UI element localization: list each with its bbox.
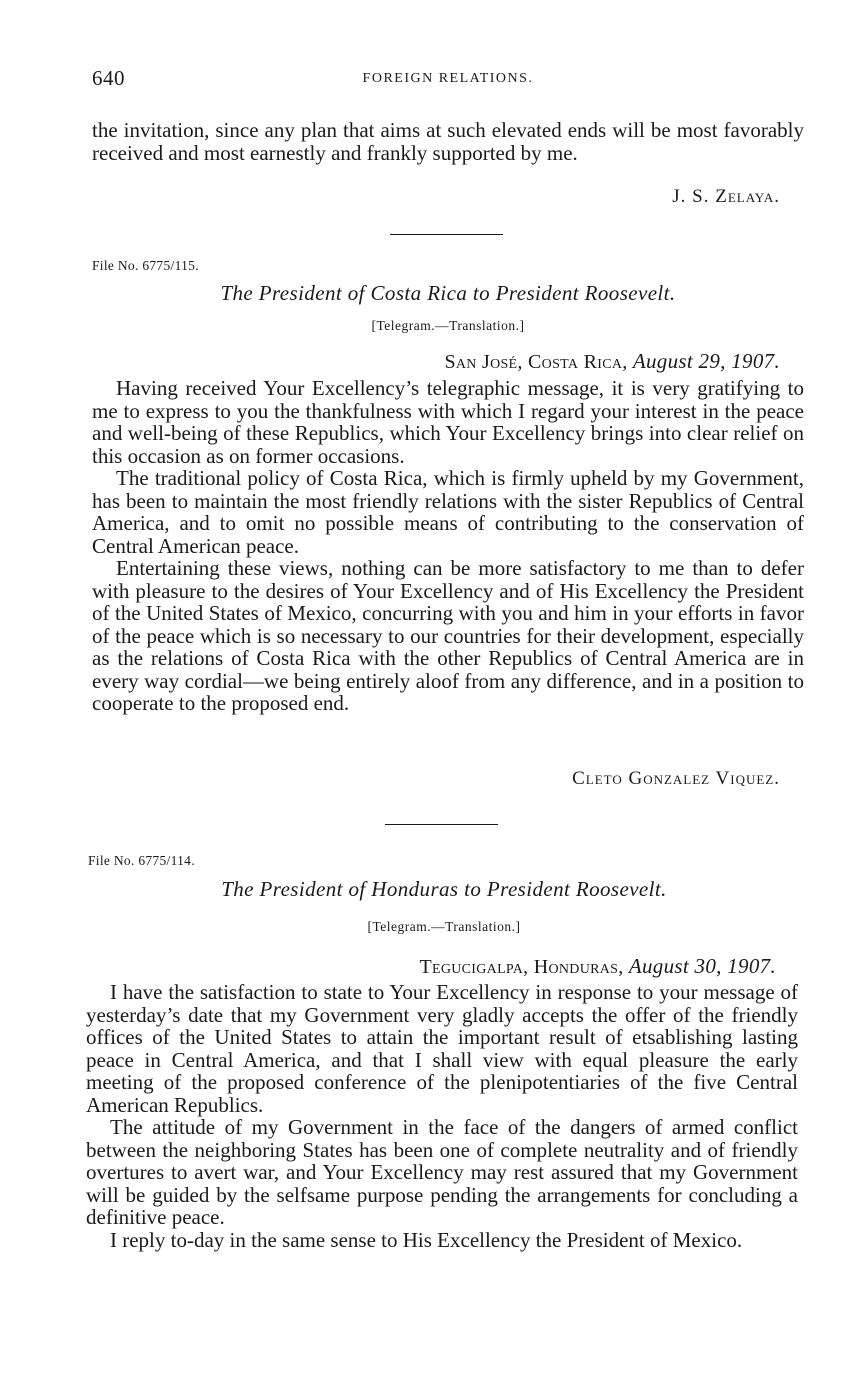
dateline-2 bbox=[419, 954, 776, 979]
page-number: 640 bbox=[92, 66, 125, 90]
section-divider-1 bbox=[390, 234, 503, 235]
dateline-1 bbox=[444, 349, 780, 374]
letter-2-paragraph: I have the satisfaction to state to Your Excellency in response to your message of yesterday’s date that my Government very gladly accepts the offer of the friendly offices of the United States to attain the important result of etsablishing lasting peace in Central America, and that I shall view with equal pleasure the early meeting of the proposed conference of the plenipotentiaries of the five Central American Republics. bbox=[86, 980, 798, 1117]
letter-2-paragraph: I reply to-day in the same sense to His Excellency the President of Mexico. bbox=[110, 1227, 743, 1252]
intro-signature: J. S. Zelaya. bbox=[672, 186, 780, 207]
telegram-note-2: [Telegram.—Translation.] bbox=[367, 919, 521, 934]
letter-heading-1: The President of Costa Rica to President Roosevelt. bbox=[220, 281, 676, 305]
file-number-2: File No. 6775/114. bbox=[88, 853, 195, 868]
letter-1-paragraph: The traditional policy of Costa Rica, which is firmly upheld by my Government, has been to maintain the most friendly relations with the sister Republics of Central America, and to omit no possible means of contributing to the conservation of Central American peace. bbox=[92, 466, 804, 558]
telegram-note-1: [Telegram.—Translation.] bbox=[371, 318, 525, 333]
letter-1-paragraph: Having received Your Excellency’s telegraphic message, it is very gratifying to me to express to you the thankfulness with which I regard your interest in the peace and well-being of these Republics, which Your Excellency brings into clear relief on this occasion as on former occasions. bbox=[92, 376, 804, 468]
signature-1: Cleto Gonzalez Viquez. bbox=[572, 768, 780, 789]
letter-body-1 bbox=[92, 377, 804, 715]
letter-1-paragraph: Entertaining these views, nothing can be more satisfactory to me than to defer with pleasure to the desires of Your Excellency and of His Excellency the President of the United States of Mexico, concurring with you and him in your efforts in favor of the peace which is so necessary to our countries for their development, especially as the relations of Costa Rica with the other Republics of Central America are in every way cordial—we being entirely aloof from any difference, and in a position to cooperate to the proposed end. bbox=[92, 556, 804, 715]
intro-text-block bbox=[92, 119, 804, 164]
letter-2-paragraph: The attitude of my Government in the face of the dangers of armed conflict between the neighboring States has been one of complete neutrality and of friendly overtures to avert war, and Your Excellency may rest assured that my Government will be guided by the selfsame purpose pending the arrangements for concluding a definitive peace. bbox=[86, 1115, 798, 1229]
letter-heading-2: The President of Honduras to President Roosevelt. bbox=[221, 877, 667, 901]
file-number-1: File No. 6775/115. bbox=[92, 258, 199, 273]
intro-paragraph: the invitation, since any plan that aims at such elevated ends will be most favorably received and most earnestly and frankly supported by me. bbox=[92, 118, 804, 165]
place-2: Tegucigalpa, Honduras, bbox=[419, 956, 624, 978]
page-header bbox=[92, 66, 804, 94]
date-1: August 29, 1907. bbox=[632, 349, 780, 373]
place-1: San José, Costa Rica, bbox=[444, 351, 628, 373]
date-2: August 30, 1907. bbox=[628, 954, 776, 978]
section-divider-2 bbox=[385, 824, 498, 825]
running-title: FOREIGN RELATIONS. bbox=[362, 71, 534, 86]
letter-body-2 bbox=[86, 981, 798, 1251]
